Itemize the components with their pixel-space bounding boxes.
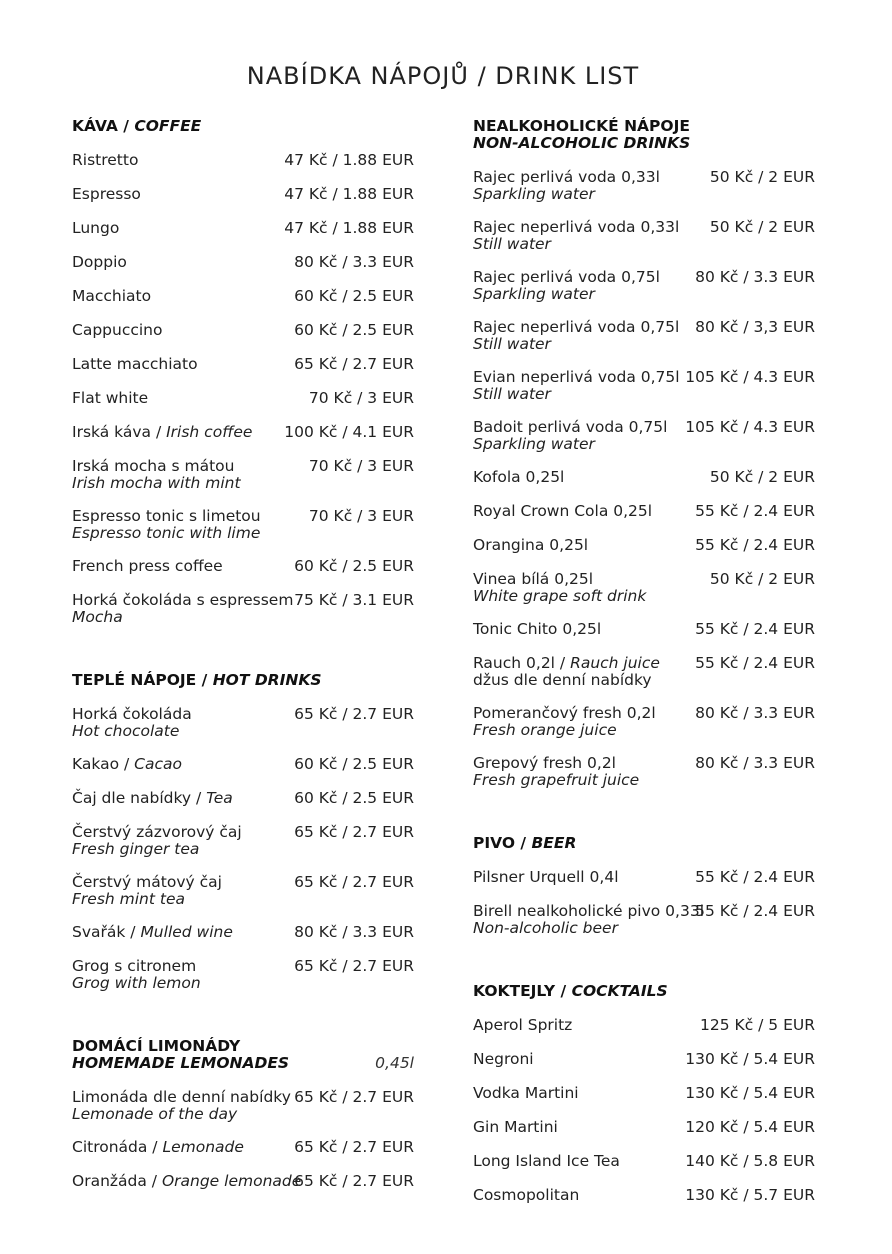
menu-item <box>72 756 414 773</box>
item-price: 55 Kč / 2.4 EUR <box>695 536 815 554</box>
item-price: 55 Kč / 2.4 EUR <box>695 868 815 886</box>
item-price: 55 Kč / 2.4 EUR <box>695 902 815 920</box>
menu-item <box>72 558 414 575</box>
menu-item <box>473 503 815 520</box>
item-name: Citronáda / Lemonade <box>72 1138 244 1156</box>
item-name-english: Lemonade <box>162 1138 244 1156</box>
menu-item <box>473 621 815 638</box>
item-subtitle: Fresh grapefruit juice <box>473 771 640 789</box>
item-subtitle: Sparkling water <box>473 285 595 303</box>
item-name: Long Island Ice Tea <box>473 1152 620 1170</box>
item-price: 130 Kč / 5.4 EUR <box>685 1050 815 1068</box>
item-price: 60 Kč / 2.5 EUR <box>294 557 414 575</box>
menu-item <box>473 369 815 403</box>
right-column <box>473 118 815 1221</box>
item-price: 55 Kč / 2.4 EUR <box>695 502 815 520</box>
item-price: 105 Kč / 4.3 EUR <box>685 418 815 436</box>
item-name-english: Mulled wine <box>140 923 233 941</box>
menu-list <box>473 169 815 789</box>
item-name: Pilsner Urquell 0,4l <box>473 868 619 886</box>
item-price: 65 Kč / 2.7 EUR <box>294 957 414 975</box>
item-price: 65 Kč / 2.7 EUR <box>294 873 414 891</box>
item-name: Horká čokoláda s espressem <box>72 591 294 609</box>
item-price: 65 Kč / 2.7 EUR <box>294 355 414 373</box>
item-price: 50 Kč / 2 EUR <box>709 218 815 236</box>
item-name: Royal Crown Cola 0,25l <box>473 502 653 520</box>
item-name: Birell nealkoholické pivo 0,33l <box>473 902 704 920</box>
item-name: Cappuccino <box>72 321 163 339</box>
menu-item <box>473 1153 815 1170</box>
menu-item <box>473 219 815 253</box>
item-name: Grepový fresh 0,2l <box>473 754 616 772</box>
item-name: Rajec neperlivá voda 0,75l <box>473 318 680 336</box>
item-name: Espresso <box>72 185 141 203</box>
menu-item <box>72 1089 414 1123</box>
item-price: 60 Kč / 2.5 EUR <box>294 789 414 807</box>
menu-item <box>72 508 414 542</box>
item-price: 50 Kč / 2 EUR <box>709 570 815 588</box>
item-name: Svařák / Mulled wine <box>72 923 233 941</box>
menu-item <box>473 755 815 789</box>
item-price: 80 Kč / 3.3 EUR <box>294 923 414 941</box>
section-heading: TEPLÉ NÁPOJE / HOT DRINKS <box>72 671 322 689</box>
menu-list <box>473 1017 815 1204</box>
item-subtitle: Fresh mint tea <box>72 890 185 908</box>
item-name: Rauch 0,2l / Rauch juice <box>473 654 660 672</box>
menu-item <box>72 958 414 992</box>
item-price: 65 Kč / 2.7 EUR <box>294 1172 414 1190</box>
menu-item <box>72 424 414 441</box>
item-name: Rajec neperlivá voda 0,33l <box>473 218 680 236</box>
section-non-alcoholic <box>473 118 815 789</box>
item-name: Čerstvý mátový čaj <box>72 873 222 891</box>
item-name: Aperol Spritz <box>473 1016 573 1034</box>
menu-item <box>473 1085 815 1102</box>
item-name: Horká čokoláda <box>72 705 192 723</box>
menu-item <box>72 356 414 373</box>
item-subtitle: Sparkling water <box>473 185 595 203</box>
item-name: Čaj dle nabídky / Tea <box>72 789 233 807</box>
item-subtitle: White grape soft drink <box>473 587 647 605</box>
left-column <box>72 118 414 1207</box>
menu-item <box>473 419 815 453</box>
section-beer <box>473 835 815 937</box>
section-heading: NEALKOHOLICKÉ NÁPOJE NON-ALCOHOLIC DRINKS <box>473 117 691 152</box>
menu-list <box>72 706 414 992</box>
item-name: Lungo <box>72 219 120 237</box>
item-name: Limonáda dle denní nabídky <box>72 1088 291 1106</box>
menu-item <box>72 288 414 305</box>
menu-list <box>473 869 815 937</box>
section-heading: DOMÁCÍ LIMONÁDY HOMEMADE LEMONADES 0,45l <box>72 1037 414 1072</box>
item-name-english: Orange lemonade <box>161 1172 302 1190</box>
menu-item <box>72 254 414 271</box>
item-name: Grog s citronem <box>72 957 197 975</box>
menu-item <box>473 169 815 203</box>
item-price: 75 Kč / 3.1 EUR <box>294 591 414 609</box>
item-name: Ristretto <box>72 151 139 169</box>
menu-item <box>72 706 414 740</box>
item-price: 70 Kč / 3 EUR <box>308 389 414 407</box>
item-subtitle: Grog with lemon <box>72 974 201 992</box>
menu-item <box>72 1173 414 1190</box>
menu-item <box>473 319 815 353</box>
menu-item <box>473 1017 815 1034</box>
item-name: Kakao / Cacao <box>72 755 182 773</box>
menu-item <box>473 537 815 554</box>
item-subtitle: Still water <box>473 335 551 353</box>
item-name: Kofola 0,25l <box>473 468 565 486</box>
item-price: 65 Kč / 2.7 EUR <box>294 823 414 841</box>
volume-label: 0,45l <box>375 1054 414 1072</box>
menu-item <box>473 705 815 739</box>
item-name: French press coffee <box>72 557 223 575</box>
item-price: 50 Kč / 2 EUR <box>709 168 815 186</box>
item-name: Rajec perlivá voda 0,75l <box>473 268 660 286</box>
item-price: 65 Kč / 2.7 EUR <box>294 1138 414 1156</box>
item-name-english: Irish coffee <box>166 423 253 441</box>
menu-item <box>72 1139 414 1156</box>
item-price: 80 Kč / 3.3 EUR <box>695 704 815 722</box>
item-price: 47 Kč / 1.88 EUR <box>284 151 414 169</box>
item-price: 70 Kč / 3 EUR <box>308 507 414 525</box>
item-name: Doppio <box>72 253 127 271</box>
item-name: Orangina 0,25l <box>473 536 589 554</box>
menu-item <box>473 1051 815 1068</box>
item-name: Irská mocha s mátou <box>72 457 235 475</box>
item-name-english: Cacao <box>134 755 182 773</box>
item-subtitle: Mocha <box>72 608 123 626</box>
item-name: Latte macchiato <box>72 355 198 373</box>
menu-item <box>72 390 414 407</box>
item-subtitle: Fresh orange juice <box>473 721 617 739</box>
item-price: 120 Kč / 5.4 EUR <box>685 1118 815 1136</box>
menu-item <box>72 152 414 169</box>
menu-item <box>473 903 815 937</box>
menu-item <box>72 220 414 237</box>
menu-item <box>473 1119 815 1136</box>
item-price: 60 Kč / 2.5 EUR <box>294 287 414 305</box>
menu-item <box>473 469 815 486</box>
item-name: Evian neperlivá voda 0,75l <box>473 368 680 386</box>
item-price: 70 Kč / 3 EUR <box>308 457 414 475</box>
item-subtitle: Sparkling water <box>473 435 595 453</box>
menu-item <box>72 924 414 941</box>
item-name: Irská káva / Irish coffee <box>72 423 253 441</box>
menu-item <box>72 790 414 807</box>
item-price: 65 Kč / 2.7 EUR <box>294 705 414 723</box>
item-name: Vodka Martini <box>473 1084 579 1102</box>
item-price: 105 Kč / 4.3 EUR <box>685 368 815 386</box>
section-cocktails <box>473 983 815 1204</box>
menu-item <box>473 655 815 689</box>
item-subtitle: Non-alcoholic beer <box>473 919 618 937</box>
item-price: 100 Kč / 4.1 EUR <box>284 423 414 441</box>
item-name: Negroni <box>473 1050 534 1068</box>
item-subtitle: Espresso tonic with lime <box>72 524 261 542</box>
section-heading: KOKTEJLY / COCKTAILS <box>473 982 668 1000</box>
item-name: Pomerančový fresh 0,2l <box>473 704 656 722</box>
section-heading: PIVO / BEER <box>473 834 577 852</box>
menu-item <box>473 869 815 886</box>
item-name: Čerstvý zázvorový čaj <box>72 823 242 841</box>
item-price: 80 Kč / 3,3 EUR <box>695 318 815 336</box>
item-price: 130 Kč / 5.4 EUR <box>685 1084 815 1102</box>
item-subtitle: Irish mocha with mint <box>72 474 241 492</box>
menu-list <box>72 152 414 626</box>
section-lemonades <box>72 1038 414 1190</box>
item-subtitle: Hot chocolate <box>72 722 180 740</box>
menu-item <box>72 458 414 492</box>
item-price: 80 Kč / 3.3 EUR <box>294 253 414 271</box>
menu-item <box>72 186 414 203</box>
menu-list <box>72 1089 414 1190</box>
item-subtitle: Fresh ginger tea <box>72 840 200 858</box>
item-name: Vinea bílá 0,25l <box>473 570 594 588</box>
item-price: 65 Kč / 2.7 EUR <box>294 1088 414 1106</box>
menu-item <box>72 322 414 339</box>
menu-item <box>72 874 414 908</box>
item-price: 55 Kč / 2.4 EUR <box>695 620 815 638</box>
item-name: Macchiato <box>72 287 152 305</box>
menu-item <box>473 1187 815 1204</box>
item-name: Badoit perlivá voda 0,75l <box>473 418 668 436</box>
item-price: 130 Kč / 5.7 EUR <box>685 1186 815 1204</box>
item-name: Flat white <box>72 389 149 407</box>
item-price: 140 Kč / 5.8 EUR <box>685 1152 815 1170</box>
menu-item <box>473 571 815 605</box>
item-price: 55 Kč / 2.4 EUR <box>695 654 815 672</box>
item-price: 80 Kč / 3.3 EUR <box>695 268 815 286</box>
section-coffee <box>72 118 414 626</box>
item-name: Espresso tonic s limetou <box>72 507 261 525</box>
item-subtitle: Still water <box>473 385 551 403</box>
page-title: NABÍDKA NÁPOJŮ / DRINK LIST <box>246 62 640 90</box>
item-name: Tonic Chito 0,25l <box>473 620 602 638</box>
item-price: 60 Kč / 2.5 EUR <box>294 321 414 339</box>
item-name: Cosmopolitan <box>473 1186 580 1204</box>
menu-item <box>72 824 414 858</box>
menu-item <box>473 269 815 303</box>
item-price: 80 Kč / 3.3 EUR <box>695 754 815 772</box>
item-name: Rajec perlivá voda 0,33l <box>473 168 660 186</box>
item-price: 125 Kč / 5 EUR <box>700 1016 815 1034</box>
item-note: džus dle denní nabídky <box>473 671 652 689</box>
section-hot-drinks <box>72 672 414 992</box>
item-name-english: Rauch juice <box>570 654 660 672</box>
item-name: Oranžáda / Orange lemonade <box>72 1172 302 1190</box>
item-price: 47 Kč / 1.88 EUR <box>284 219 414 237</box>
item-name: Gin Martini <box>473 1118 558 1136</box>
item-name-english: Tea <box>206 789 233 807</box>
menu-item <box>72 592 414 626</box>
item-price: 47 Kč / 1.88 EUR <box>284 185 414 203</box>
section-heading: KÁVA / COFFEE <box>72 117 202 135</box>
item-subtitle: Still water <box>473 235 551 253</box>
item-price: 60 Kč / 2.5 EUR <box>294 755 414 773</box>
item-subtitle: Lemonade of the day <box>72 1105 238 1123</box>
item-price: 50 Kč / 2 EUR <box>709 468 815 486</box>
